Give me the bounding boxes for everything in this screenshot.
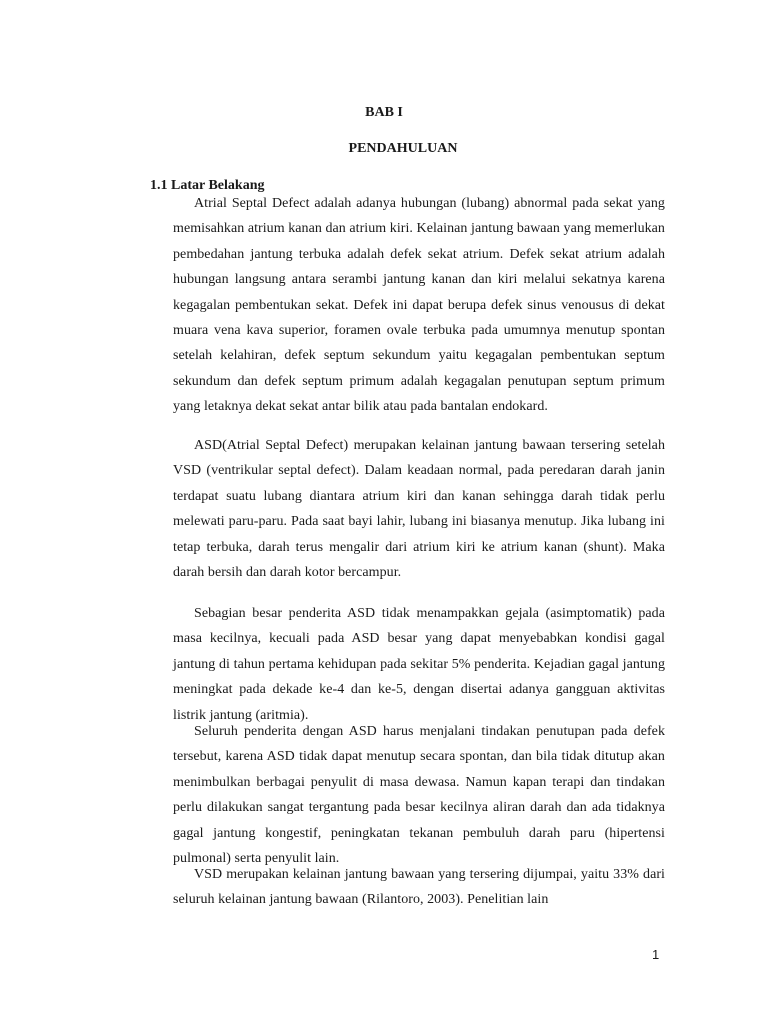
chapter-number: BAB I bbox=[365, 105, 403, 120]
paragraph-asd-definition: Atrial Septal Defect adalah adanya hubungan (lubang) abnormal pada sekat yang memisahkan atrium kanan dan atrium kiri. Kelainan jantung bawaan yang memerlukan pembedahan jantung terbuka adalah defek sekat atrium. Defek sekat atrium adalah hubungan langsung antara serambi jantung kanan dan kiri melalui sekatnya karena kegagalan pembentukan sekat. Defek ini dapat berupa defek sinus venousus di dekat muara vena kava superior, foramen ovale terbuka pada umumnya menutup spontan setelah kelahiran, defek septum sekundum yaitu kegagalan pembentukan septum sekundum dan defek septum primum adalah kegagalan penutupan septum primum yang letaknya dekat sekat antar bilik atau pada bantalan endokard. bbox=[173, 196, 665, 415]
paragraph-asd-treatment: Seluruh penderita dengan ASD harus menjalani tindakan penutupan pada defek tersebut, karena ASD tidak dapat menutup secara spontan, dan bila tidak ditutup akan menimbulkan berbagai penyulit di masa dewasa. Namun kapan terapi dan tindakan perlu dilakukan sangat tergantung pada besar kecilnya aliran darah dan ada tidaknya gagal jantung kongestif, peningkatan tekanan pembuluh darah paru (hipertensi pulmonal) serta penyulit lain. bbox=[173, 724, 665, 867]
paragraph-asd-symptoms: Sebagian besar penderita ASD tidak menampakkan gejala (asimptomatik) pada masa kecilnya, kecuali pada ASD besar yang dapat menyebabkan kondisi gagal jantung di tahun pertama kehidupan pada sekitar 5% penderita. Kejadian gagal jantung meningkat pada dekade ke-4 dan ke-5, dengan disertai adanya gangguan aktivitas listrik jantung (aritmia). bbox=[173, 606, 665, 723]
paragraph-asd-explanation: ASD(Atrial Septal Defect) merupakan kelainan jantung bawaan tersering setelah VSD (ventrikular septal defect). Dalam keadaan normal, pada peredaran darah janin terdapat suatu lubang diantara atrium kiri dan kanan sehingga darah tidak perlu melewati paru-paru. Pada saat bayi lahir, lubang ini biasanya menutup. Jika lubang ini tetap terbuka, darah terus mengalir dari atrium kiri ke atrium kanan (shunt). Maka darah bersih dan darah kotor bercampur. bbox=[173, 438, 665, 581]
page-number: 1 bbox=[652, 947, 660, 962]
paragraph-vsd-intro: VSD merupakan kelainan jantung bawaan yang tersering dijumpai, yaitu 33% dari seluruh kelainan jantung bawaan (Rilantoro, 2003). Penelitian lain bbox=[173, 867, 665, 908]
chapter-title: PENDAHULUAN bbox=[348, 141, 458, 156]
section-heading: 1.1 Latar Belakang bbox=[150, 178, 265, 193]
